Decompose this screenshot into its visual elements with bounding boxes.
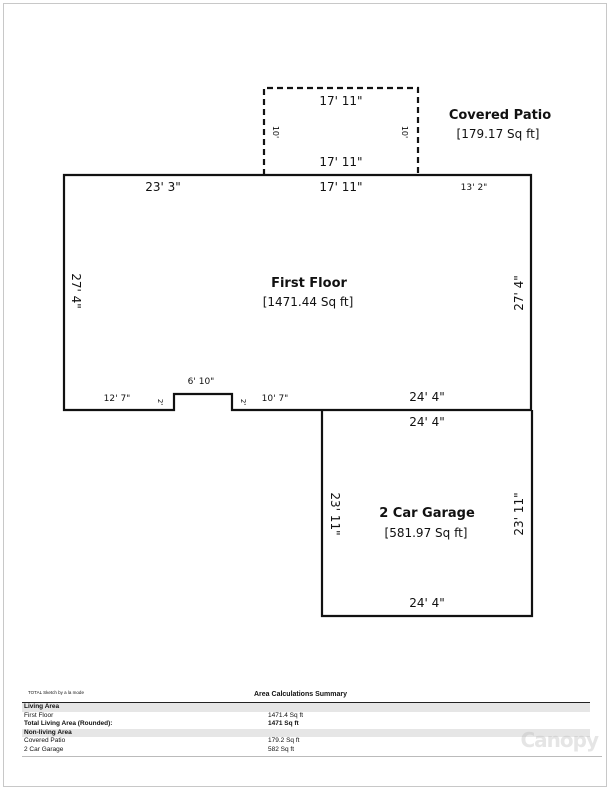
table-row: [22, 720, 590, 729]
nonliving-area-header: [22, 729, 590, 738]
living-area-header: [22, 703, 590, 712]
ff-top-right-dim: 13' 2": [460, 183, 488, 193]
ff-bottom-left-dim: 12' 7": [103, 394, 131, 404]
summary-header: [22, 689, 590, 702]
first-floor-outline: [64, 175, 531, 410]
ff-name: First Floor: [271, 276, 347, 291]
ff-notch-width-dim: 6' 10": [187, 377, 215, 387]
ff-bottom-mid-dim: 10' 7": [261, 394, 289, 404]
canopy-watermark: Canopy: [520, 728, 598, 752]
row-value: 1471 Sq ft: [268, 720, 299, 727]
ff-bottom-right-dim: 24' 4": [409, 390, 445, 404]
table-row: [22, 737, 590, 746]
patio-left-dim: 10': [271, 125, 280, 139]
row-label: Covered Patio: [24, 737, 66, 744]
ff-top-mid-dim: 17' 11": [319, 180, 363, 194]
table-row: [22, 746, 590, 755]
garage-area: [581.97 Sq ft]: [384, 526, 468, 540]
summary-title: Area Calculations Summary: [254, 691, 347, 698]
garage-right-dim: 23' 11": [512, 492, 526, 536]
row-value: 179.2 Sq ft: [268, 737, 300, 744]
ff-left-dim: 27' 4": [69, 273, 83, 309]
garage-bottom-dim: 24' 4": [409, 596, 445, 610]
patio-area: [179.17 Sq ft]: [456, 127, 540, 141]
ff-top-left-dim: 23' 3": [145, 180, 181, 194]
patio-name: Covered Patio: [448, 108, 552, 123]
ff-notch-left-dim: 2': [156, 398, 164, 406]
row-value: 1471.4 Sq ft: [268, 711, 304, 719]
garage-name: 2 Car Garage: [379, 506, 475, 521]
living-area-header-label: Living Area: [24, 703, 60, 710]
table-row: [22, 712, 590, 721]
nonliving-area-header-label: Non-living Area: [24, 728, 72, 736]
area-summary: [22, 689, 590, 757]
row-value: 582 Sq ft: [268, 745, 295, 753]
ff-area: [1471.44 Sq ft]: [262, 295, 354, 309]
row-label: First Floor: [24, 711, 54, 719]
sketch-credit: TOTAL Sketch by a la mode: [28, 690, 84, 695]
garage-top-dim: 24' 4": [409, 415, 445, 429]
row-label: 2 Car Garage: [24, 745, 64, 753]
summary-bottom-rule: [22, 756, 602, 757]
ff-right-dim: 27' 4": [512, 275, 526, 311]
row-label: Total Living Area (Rounded):: [24, 720, 113, 727]
ff-notch-right-dim: 2': [239, 398, 247, 406]
patio-bottom-dim: 17' 11": [319, 155, 363, 169]
patio-right-dim: 10': [400, 125, 409, 139]
garage-left-dim: 23' 11": [328, 492, 342, 536]
patio-top-dim: 17' 11": [319, 94, 363, 108]
